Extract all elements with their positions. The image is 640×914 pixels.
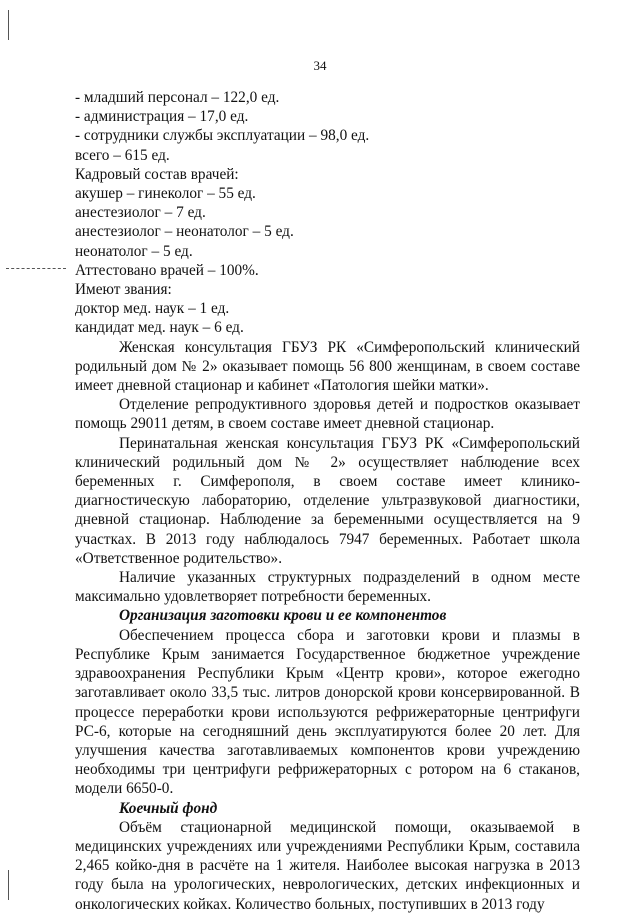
list-line: всего – 615 ед.	[75, 146, 170, 164]
paragraph-blood-collection: Обеспечением процесса сбора и заготовки крови и плазмы в Республике Крым занимается Государственное бюджетное учреждение здравоохранения Республики Крым «Центр крови», которое ежегодно заготавливает около 33,5 тыс. литров донорской крови консервированной. В процессе переработки крови используются рефрижераторные центрифуги РС-6, которые на сегодняшний день эксплуатируются более 20 лет. Для улучшения качества заготавливаемых компонентов крови учреждению необходимы три центрифуги рефрижераторных с ротором на 6 стаканов, модели 6650-0.	[75, 626, 580, 798]
scan-edge-mark-bottom	[8, 870, 9, 900]
scan-dash-mark	[6, 268, 66, 269]
list-line: Кадровый состав врачей:	[75, 165, 239, 183]
list-line: Имеют звания:	[75, 281, 172, 299]
heading-bed-fund: Коечный фонд	[119, 799, 218, 817]
list-line: - администрация – 17,0 ед.	[75, 108, 249, 126]
paragraph-perinatal-clinic: Перинатальная женская консультация ГБУЗ РК «Симферопольский клинический родильный дом № 2» осуществляет наблюдение всех беременных г. Симферополя, в своем составе имеет клинико-диагностическую лабораторию, отделение ультразвуковой диагностики, дневной стационар. Наблюдение за беременными осуществляется на 9 участках. В 2013 году наблюдалось 7947 беременных. Работает школа «Ответственное родительство».	[75, 434, 580, 567]
list-line: доктор мед. наук – 1 ед.	[75, 300, 230, 318]
page-number: 34	[313, 58, 327, 73]
list-line: неонатолог – 5 ед.	[75, 242, 193, 260]
list-line: Аттестовано врачей – 100%.	[75, 261, 259, 279]
list-line: анестезиолог – неонатолог – 5 ед.	[75, 223, 294, 241]
list-line: анестезиолог – 7 ед.	[75, 204, 206, 222]
scan-edge-mark-top	[8, 10, 9, 40]
document-body	[75, 88, 580, 914]
paragraph-structural-units: Наличие указанных структурных подразделений в одном месте максимально удовлетворяет потребности беременных.	[75, 569, 580, 606]
list-line: кандидат мед. наук – 6 ед.	[75, 319, 244, 337]
paragraph-womens-clinic: Женская консультация ГБУЗ РК «Симферопольский клинический родильный дом № 2» оказывает помощь 56 800 женщинам, в своем составе имеет дневной стационар и кабинет «Патология шейки матки».	[75, 338, 580, 395]
list-line: - младший персонал – 122,0 ед.	[75, 89, 280, 106]
paragraph-bed-fund: Объём стационарной медицинской помощи, оказываемой в медицинских учреждениях или учреждениями Республики Крым, составила 2,465 койко-дня в расчёте на 1 жителя. Наиболее высокая нагрузка в 2013 году была на урологических, неврологических, детских инфекционных и онкологических койках. Количество больных, поступивших в 2013 году	[75, 818, 580, 913]
list-line: акушер – гинеколог – 55 ед.	[75, 185, 256, 203]
paragraph-reproductive-health: Отделение репродуктивного здоровья детей и подростков оказывает помощь 29011 детям, в своем составе имеет дневной стационар.	[75, 396, 580, 433]
heading-blood-collection: Организация заготовки крови и ее компонентов	[119, 607, 447, 625]
list-line: - сотрудники службы эксплуатации – 98,0 ед.	[75, 127, 370, 145]
